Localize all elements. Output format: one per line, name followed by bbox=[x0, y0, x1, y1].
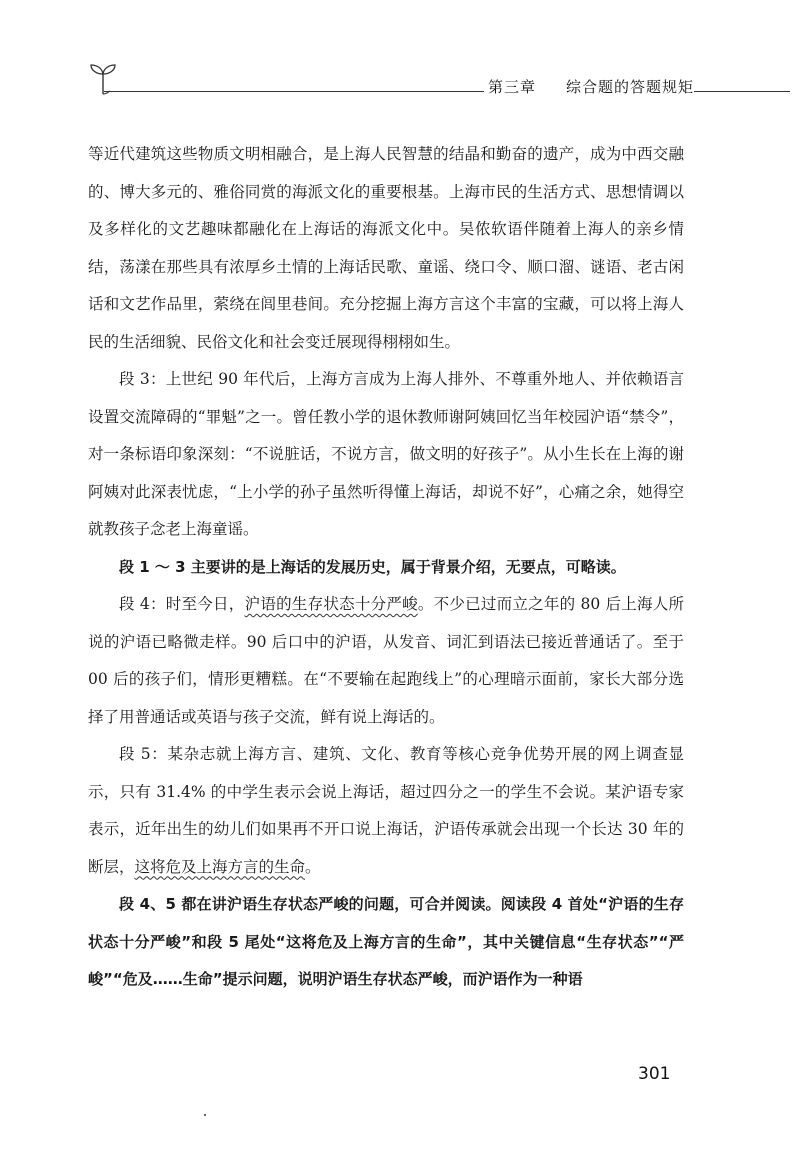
analysis-1-3: 段 1 ～ 3 主要讲的是上海话的发展历史，属于背景介绍，无要点，可略读。 bbox=[119, 557, 626, 576]
paragraph-continuation: 等近代建筑这些物质文明相融合，是上海人民智慧的结晶和勤奋的遗产，成为中西交融的、博大多元的、雅俗同赏的海派文化的重要根基。上海市民的生活方式、思想情调以及多样化的文艺趣味都融化在上海话的海派文化中。吴侬软语伴随着上海人的亲乡情结，荡漾在那些具有浓厚乡土情的上海话民歌、童谣、绕口令、顺口溜、谜语、老古闲话和文艺作品里，萦绕在闾里巷间。充分挖掘上海方言这个丰富的宝藏，可以将上海人民的生活细貌、民俗文化和社会变迁展现得栩栩如生。 bbox=[88, 145, 684, 351]
sprout-icon bbox=[86, 56, 120, 96]
page-header bbox=[0, 0, 800, 110]
scan-speck bbox=[204, 1114, 206, 1116]
page-number: 301 bbox=[638, 1064, 671, 1084]
header-rule-left bbox=[104, 91, 484, 92]
body-text bbox=[88, 136, 684, 999]
paragraph-4: 段 4：时至今日，沪语的生存状态十分严峻。不少已过而立之年的 80 后上海人所说的沪语已略微走样。90 后口中的沪语，从发音、词汇到语法已接近普通话了。至于 00 后的孩子们，情形更糟糕。在“不要输在起跑线上”的心理暗示面前，家长大部分选择了用普通话或英语与孩子交流，鲜有说上海话的。 bbox=[88, 595, 684, 726]
chapter-heading bbox=[488, 76, 694, 97]
paragraph-3: 段 3：上世纪 90 年代后，上海方言成为上海人排外、不尊重外地人、并依赖语言设置交流障碍的“罪魁”之一。曾任教小学的退休教师谢阿姨回忆当年校园沪语“禁令”，对一条标语印象深刻：“不说脏话，不说方言，做文明的好孩子”。从小生长在上海的谢阿姨对此深表忧虑，“上小学的孙子虽然听得懂上海话，却说不好”，心痛之余，她得空就教孩子念老上海童谣。 bbox=[88, 370, 684, 538]
paragraph-5: 段 5：某杂志就上海方言、建筑、文化、教育等核心竞争优势开展的网上调查显示，只有 31.4% 的中学生表示会说上海话，超过四分之一的学生不会说。某沪语专家表示，近年出生的幼儿们如果再不开口说上海话，沪语传承就会出现一个长达 30 年的断层，这将危及上海方言的生命。 bbox=[88, 745, 684, 876]
chapter-title: 综合题的答题规矩 bbox=[565, 78, 694, 96]
chapter-label: 第三章 bbox=[488, 78, 537, 96]
header-rule-right bbox=[694, 91, 790, 92]
key-phrase-underlined: 沪语的生存状态十分严峻 bbox=[244, 595, 418, 613]
key-phrase-underlined: 这将危及上海方言的生命 bbox=[134, 857, 306, 876]
analysis-4-5: 段 4、5 都在讲沪语生存状态严峻的问题，可合并阅读。阅读段 4 首处“沪语的生存状态十分严峻”和段 5 尾处“这将危及上海方言的生命”，其中关键信息“生存状态”“严峻”“危及……生命”提示问题，说明沪语生存状态严峻，而沪语作为一种语 bbox=[88, 895, 684, 988]
